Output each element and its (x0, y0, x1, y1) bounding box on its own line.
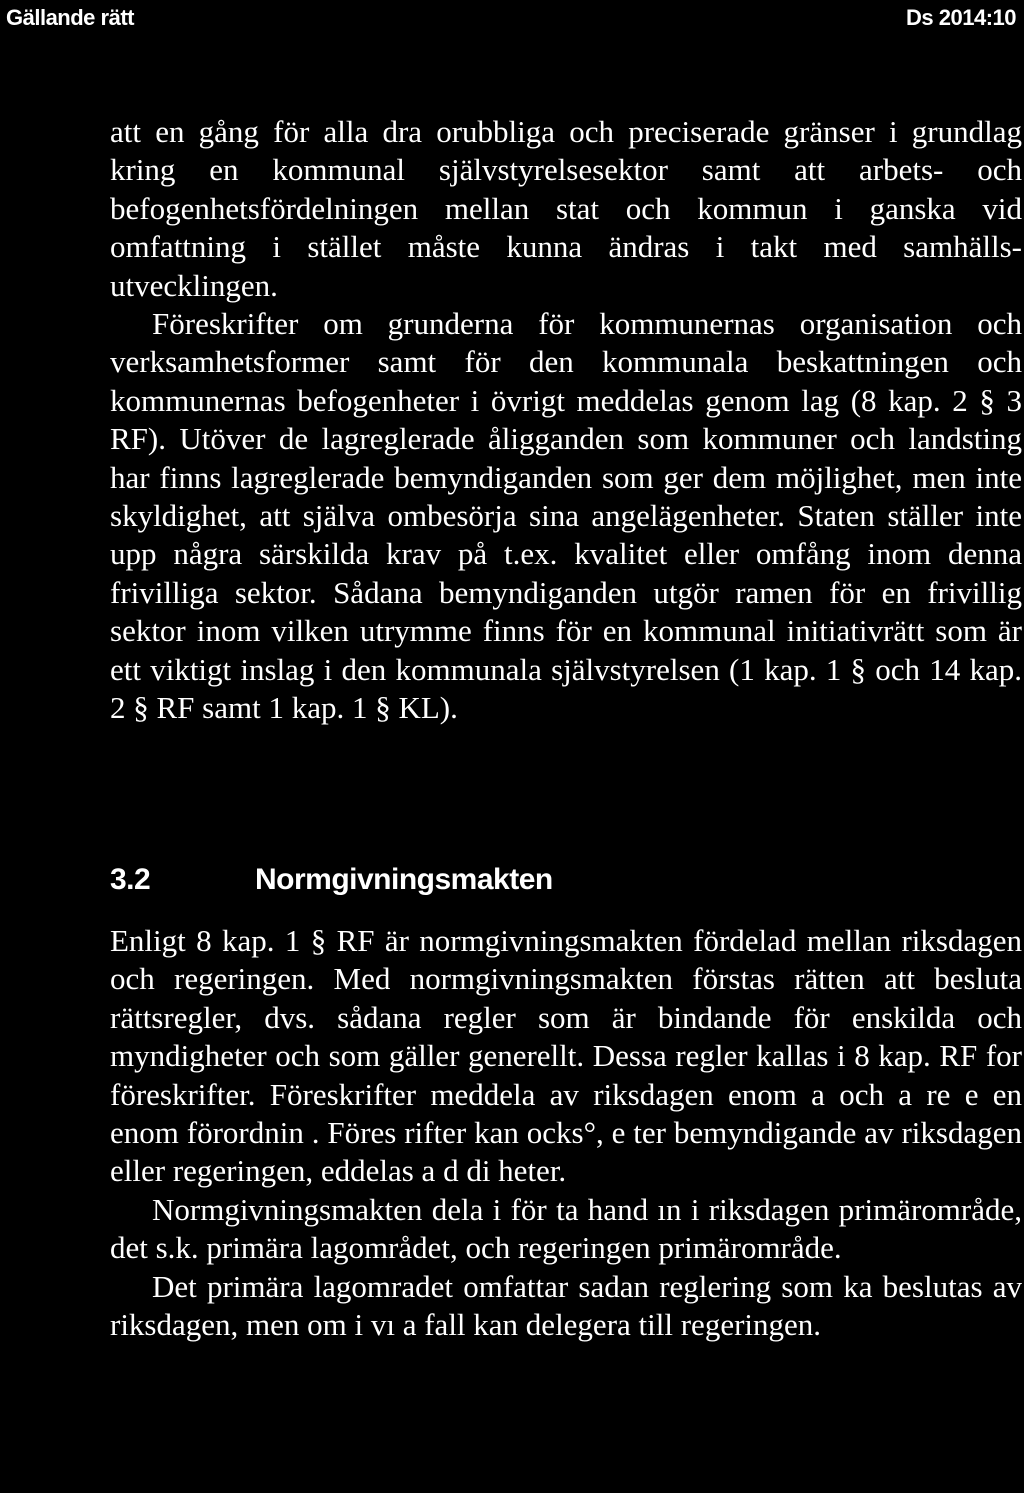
paragraph-enligt: Enligt 8 kap. 1 § RF är normgivningsmakten fördelad mellan riksdagen och regeringen. Med normgivningsmakten förstas rätten att besluta rättsregler, dvs. sådana regler som är bindande för enskilda och myndigheter och som gäller generellt. Dessa regler kallas i 8 kap. RF for föreskrifter. Föreskrifter meddela av riksdagen enom a och a re e en enom förordnin . Föres rifter kan ocks°, e ter bemyndigande av riksdagen eller regeringen, eddelas a d di heter. (110, 923, 1022, 1189)
section-title: Normgivningsmakten (255, 863, 553, 896)
section-heading (110, 860, 553, 900)
body-text-top (110, 113, 1022, 728)
body-text-bottom (110, 922, 1022, 1344)
running-header-document-number: Ds 2014:10 (906, 5, 1016, 30)
running-header-section-title: Gällande rätt (6, 5, 134, 30)
section-number: 3.2 (110, 863, 151, 896)
paragraph-primara-lagomradet: Det primära lagomradet omfattar sadan reglering som ka beslutas av riksdagen, men om i vı a fall kan delegera till regeringen. (110, 1268, 1022, 1343)
paragraph-continued: att en gång för alla dra orubbliga och preciserade gränser i grundlag kring en kommunal självstyrelsesektor samt att arbets- och befogenhetsfördelningen mellan stat och kommun i ganska vid omfattning i stället måste kunna ändras i takt med samhälls- utvecklingen. (110, 114, 1022, 303)
paragraph-foreskrifter: Föreskrifter om grunderna för kommunernas organisation och verksamhetsformer samt för den kommunala beskattningen och kommunernas befogenheter i övrigt meddelas genom lag (8 kap. 2 § 3 RF). Utöver de lagreglerade åligganden som kommuner och landsting har finns lagreglerade bemyndiganden som ger dem möjlighet, men inte skyldighet, att själva ombesörja sina angelägenheter. Staten ställer inte upp några särskilda krav på t.ex. kvalitet eller omfång inom denna frivilliga sektor. Sådana bemyndiganden utgör ramen för en frivillig sektor inom vilken utrymme finns för en kommunal initiativrätt som är ett viktigt inslag i den kommunala självstyrelsen (1 kap. 1 § och 14 kap. 2 § RF samt 1 kap. 1 § KL). (110, 306, 1022, 726)
paragraph-normgivningsmakten: Normgivningsmakten dela i för ta hand ın i riksdagen primärområde, det s.k. primära lagområdet, och regeringen primärområde. (110, 1191, 1022, 1266)
